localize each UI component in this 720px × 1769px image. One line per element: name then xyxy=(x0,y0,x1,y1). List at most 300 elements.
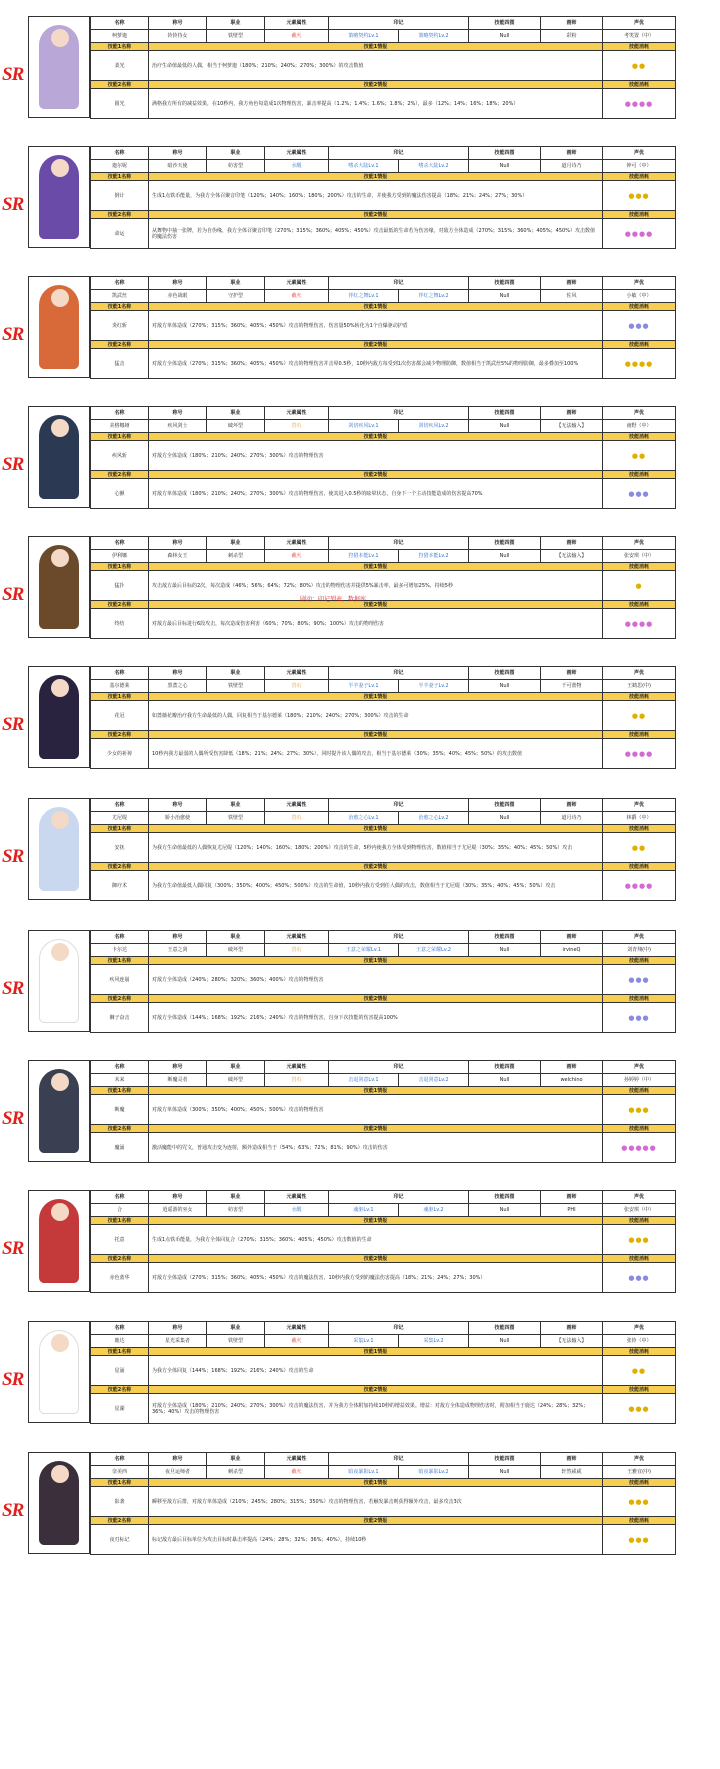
skill1-description: 攻击敌方最后目标的2次，每次造成（46%；56%；64%；72%；80%）攻击的物理伤害并提供5%暴击率，最多可增加25%，持续5秒 xyxy=(149,571,603,601)
character-portrait xyxy=(28,930,90,1032)
header-name: 名称 xyxy=(91,1453,149,1466)
skill2-description: 对敌方全体造成（270%；315%；360%；405%；450%）攻击的物理伤害并击晕0.5秒，10秒内敌方每受到1次伤害都会减少物理防御，数值相当于凯武丝5%的物理防御，最多叠加至100% xyxy=(149,349,603,379)
character-name: 合 xyxy=(91,1204,149,1217)
header-title: 称号 xyxy=(149,1191,207,1204)
character-artist: 【无法输入】 xyxy=(541,420,603,433)
skill1-description: 治疗生命值最低的人偶，相当于柯萝迦（180%；210%；240%；270%；300%）的攻击数值 xyxy=(149,51,603,81)
sr-rarity-badge: SR xyxy=(2,1108,24,1129)
header-job: 职业 xyxy=(207,17,265,30)
character-artist: 轩然咸咸 xyxy=(541,1466,603,1479)
skill1-description: 对敌方全体造成（240%；280%；320%；360%；400%）攻击的物理伤害 xyxy=(149,965,603,995)
skill2-cost-band: 技能消耗 xyxy=(603,211,676,219)
character-cv: 张安琪（中） xyxy=(603,1204,676,1217)
skill2-title-band: 技能2名称 xyxy=(91,863,149,871)
character-name: 柯萝迦 xyxy=(91,30,149,43)
skill2-name: 夜刃标记 xyxy=(91,1525,149,1555)
skill2-info-band: 技能2情报 xyxy=(149,601,603,609)
character-name: 奈美西 xyxy=(91,1466,149,1479)
skill1-name: 柔光 xyxy=(91,51,149,81)
character-table xyxy=(90,1452,676,1555)
character-job: 妨害型 xyxy=(207,1204,265,1217)
header-skill4: 技能四图 xyxy=(469,667,541,680)
header-artist: 画师 xyxy=(541,277,603,290)
character-element: 截火 xyxy=(265,1335,329,1348)
sr-rarity-badge: SR xyxy=(2,714,24,735)
sr-rarity-badge: SR xyxy=(2,454,24,475)
sr-rarity-badge: SR xyxy=(2,584,24,605)
character-cv: 林爵（中） xyxy=(603,812,676,825)
skill1-title-band: 技能1名称 xyxy=(91,1479,149,1487)
skill1-title-band: 技能1名称 xyxy=(91,173,149,181)
header-cv: 声优 xyxy=(603,147,676,160)
character-portrait xyxy=(28,798,90,900)
skill2-cost: ●●●● xyxy=(603,349,676,379)
skill2-cost: ●●● xyxy=(603,1263,676,1293)
skill1-cost: ●●● xyxy=(603,1487,676,1517)
mark-level-1: 治愈之心Lv.1 xyxy=(329,812,399,825)
header-job: 职业 xyxy=(207,1061,265,1074)
character-portrait xyxy=(28,1190,90,1292)
header-job: 职业 xyxy=(207,1191,265,1204)
skill2-title-band: 技能2名称 xyxy=(91,1125,149,1133)
skill2-name: 终结 xyxy=(91,609,149,639)
skill2-name: 狮子奋击 xyxy=(91,1003,149,1033)
header-name: 名称 xyxy=(91,931,149,944)
sr-rarity-badge: SR xyxy=(2,978,24,999)
header-job: 职业 xyxy=(207,931,265,944)
skill1-title-band: 技能1名称 xyxy=(91,1217,149,1225)
character-table xyxy=(90,1060,676,1163)
mark-level-2: 嗜杀大陆Lv.2 xyxy=(399,160,469,173)
header-name: 名称 xyxy=(91,799,149,812)
header-artist: 画师 xyxy=(541,147,603,160)
character-portrait xyxy=(28,16,90,118)
header-name: 名称 xyxy=(91,147,149,160)
header-cv: 声优 xyxy=(603,1453,676,1466)
mark-level-2: 王意之荣耀Lv.2 xyxy=(399,944,469,957)
header-cv: 声优 xyxy=(603,1322,676,1335)
skill1-name: 倒计 xyxy=(91,181,149,211)
skill4-value: Null xyxy=(469,1335,541,1348)
header-artist: 画师 xyxy=(541,799,603,812)
skill2-info-band: 技能2情报 xyxy=(149,211,603,219)
header-name: 名称 xyxy=(91,537,149,550)
character-title: 暗沙天使 xyxy=(149,160,207,173)
header-mark: 印记 xyxy=(329,667,469,680)
header-title: 称号 xyxy=(149,1453,207,1466)
skill1-cost-band: 技能消耗 xyxy=(603,1217,676,1225)
skill2-cost-band: 技能消耗 xyxy=(603,81,676,89)
skill2-cost-band: 技能消耗 xyxy=(603,341,676,349)
character-job: 铁壁型 xyxy=(207,812,265,825)
skill2-info-band: 技能2情报 xyxy=(149,995,603,1003)
skill4-value: Null xyxy=(469,1204,541,1217)
character-job: 铁壁型 xyxy=(207,680,265,693)
character-title: 断魔灵者 xyxy=(149,1074,207,1087)
character-table xyxy=(90,16,676,119)
skill1-cost-band: 技能消耗 xyxy=(603,1087,676,1095)
skill1-info-band: 技能1情报 xyxy=(149,957,603,965)
skill2-info-band: 技能2情报 xyxy=(149,1255,603,1263)
skill2-description: 对敌方全体造成（144%；168%；192%；216%；240%）攻击的物理伤害，自身下次技能的伤害提高100% xyxy=(149,1003,603,1033)
header-element: 元素属性 xyxy=(265,537,329,550)
skill2-info-band: 技能2情报 xyxy=(149,81,603,89)
skill2-title-band: 技能2名称 xyxy=(91,341,149,349)
skill2-cost: ●●●● xyxy=(603,609,676,639)
character-table xyxy=(90,276,676,379)
skill2-title-band: 技能2名称 xyxy=(91,471,149,479)
header-skill4: 技能四图 xyxy=(469,277,541,290)
header-cv: 声优 xyxy=(603,799,676,812)
header-artist: 画师 xyxy=(541,407,603,420)
skill4-value: Null xyxy=(469,1074,541,1087)
character-table xyxy=(90,536,676,639)
header-job: 职业 xyxy=(207,147,265,160)
skill2-name: 猛击 xyxy=(91,349,149,379)
skill2-title-band: 技能2名称 xyxy=(91,81,149,89)
skill1-cost: ●●● xyxy=(603,965,676,995)
mark-level-1: 狩猎本能Lv.1 xyxy=(329,550,399,563)
mark-level-2: 伴红之舞Lv.2 xyxy=(399,290,469,303)
character-portrait xyxy=(28,1060,90,1162)
skill1-cost: ●● xyxy=(603,701,676,731)
character-artist: 【无法输入】 xyxy=(541,1335,603,1348)
character-artist: 彩粉 xyxy=(541,30,603,43)
character-cv: 刘青翔(中) xyxy=(603,944,676,957)
skill1-cost-band: 技能消耗 xyxy=(603,1348,676,1356)
character-name: 迦尔妮 xyxy=(91,160,149,173)
mark-level-2: 击退剑意Lv.2 xyxy=(399,1074,469,1087)
mid-note: 剧动：印记列表，数据库 xyxy=(300,596,367,603)
skill1-title-band: 技能1名称 xyxy=(91,433,149,441)
skill1-name: 安抚 xyxy=(91,833,149,863)
skill1-cost-band: 技能消耗 xyxy=(603,173,676,181)
header-mark: 印记 xyxy=(329,931,469,944)
header-artist: 画师 xyxy=(541,667,603,680)
skill2-description: 对敌方最后目标进行6段攻击，每次造成伤害利害（60%；70%；80%；90%；100%）攻击的物理伤害 xyxy=(149,609,603,639)
skill2-cost: ●●● xyxy=(603,1394,676,1424)
header-element: 元素属性 xyxy=(265,1061,329,1074)
skill1-description: 生成1点铁币能量，为我方全体回复合（270%；315%；360%；405%；450%）攻击数值的生命 xyxy=(149,1225,603,1255)
skill1-cost: ● xyxy=(603,571,676,601)
header-element: 元素属性 xyxy=(265,147,329,160)
header-element: 元素属性 xyxy=(265,1453,329,1466)
header-mark: 印记 xyxy=(329,277,469,290)
sr-rarity-badge: SR xyxy=(2,1369,24,1390)
skill2-info-band: 技能2情报 xyxy=(149,731,603,739)
skill2-title-band: 技能2名称 xyxy=(91,211,149,219)
skill2-cost-band: 技能消耗 xyxy=(603,1517,676,1525)
header-mark: 印记 xyxy=(329,17,469,30)
skill1-info-band: 技能1情报 xyxy=(149,1217,603,1225)
character-cv: 南野（中） xyxy=(603,420,676,433)
skill1-description: 瞬移至敌方后排，对敌方单体造成（210%；245%；280%；315%；350%）攻击的物理伤害，若触发暴击则获得额外攻击，最多攻击3次 xyxy=(149,1487,603,1517)
sr-rarity-badge: SR xyxy=(2,1500,24,1521)
skill1-title-band: 技能1名称 xyxy=(91,1087,149,1095)
header-job: 职业 xyxy=(207,537,265,550)
mark-level-1: 暗夜暴影Lv.1 xyxy=(329,1466,399,1479)
header-title: 称号 xyxy=(149,1061,207,1074)
character-portrait xyxy=(28,276,90,378)
mark-level-2: 策略契约Lv.2 xyxy=(399,30,469,43)
header-title: 称号 xyxy=(149,277,207,290)
skill2-cost-band: 技能消耗 xyxy=(603,995,676,1003)
character-cv: 小敏（中） xyxy=(603,290,676,303)
skill2-cost-band: 技能消耗 xyxy=(603,1386,676,1394)
character-job: 破坏型 xyxy=(207,1074,265,1087)
character-name: 伊利娜 xyxy=(91,550,149,563)
character-table xyxy=(90,1321,676,1424)
skill2-cost: ●●●● xyxy=(603,219,676,249)
skill2-description: 对敌方全体造成（270%；315%；360%；405%；450%）攻击的魔法伤害，10秒内我方受到的魔法伤害提高（18%；21%；24%；27%；30%） xyxy=(149,1263,603,1293)
header-element: 元素属性 xyxy=(265,667,329,680)
mark-level-2: 半羊妻子Lv.2 xyxy=(399,680,469,693)
skill1-info-band: 技能1情报 xyxy=(149,1479,603,1487)
header-artist: 画师 xyxy=(541,537,603,550)
skill1-name: 星涌 xyxy=(91,1356,149,1386)
skill1-name: 猛扑 xyxy=(91,571,149,601)
skill1-info-band: 技能1情报 xyxy=(149,563,603,571)
skill2-info-band: 技能2情报 xyxy=(149,1125,603,1133)
header-title: 称号 xyxy=(149,537,207,550)
skill1-title-band: 技能1名称 xyxy=(91,825,149,833)
header-mark: 印记 xyxy=(329,799,469,812)
skill2-info-band: 技能2情报 xyxy=(149,863,603,871)
header-name: 名称 xyxy=(91,1191,149,1204)
skill2-description: 满格我方所有的减益效果，在10秒内，我方角色每造成1次物理伤害，暴击率提高（1.2%；1.4%；1.6%；1.8%；2%），最多（12%；14%；16%；18%；20%） xyxy=(149,89,603,119)
character-title: 娇小治愈使 xyxy=(149,812,207,825)
header-title: 称号 xyxy=(149,931,207,944)
character-artist: 千可蕾物 xyxy=(541,680,603,693)
header-skill4: 技能四图 xyxy=(469,1322,541,1335)
skill4-value: Null xyxy=(469,420,541,433)
character-table xyxy=(90,146,676,249)
character-job: 刺杀型 xyxy=(207,1466,265,1479)
skill1-title-band: 技能1名称 xyxy=(91,957,149,965)
sr-rarity-badge: SR xyxy=(2,846,24,867)
skill2-cost-band: 技能消耗 xyxy=(603,731,676,739)
header-title: 称号 xyxy=(149,1322,207,1335)
character-artist: PHI xyxy=(541,1204,603,1217)
character-element: 岩石 xyxy=(265,420,329,433)
skill4-value: Null xyxy=(469,1466,541,1479)
header-name: 名称 xyxy=(91,407,149,420)
skill2-name: 赤色蓝华 xyxy=(91,1263,149,1293)
skill2-cost-band: 技能消耗 xyxy=(603,471,676,479)
header-skill4: 技能四图 xyxy=(469,931,541,944)
skill1-cost: ●● xyxy=(603,1356,676,1386)
skill1-name: 炎红斩 xyxy=(91,311,149,341)
skill1-info-band: 技能1情报 xyxy=(149,303,603,311)
header-skill4: 技能四图 xyxy=(469,147,541,160)
skill2-description: 从舞物中抽一张牌，若为自伪缘，我方全体召聚音印笔（270%；315%；360%；405%；450%）攻击最低的生命若为伤害缘，对敌方全体造成（270%；315%；360%；405%；450%）攻击数值的魔法伤害 xyxy=(149,219,603,249)
skill1-cost: ●●● xyxy=(603,311,676,341)
mark-level-1: 击退剑意Lv.1 xyxy=(329,1074,399,1087)
mark-level-2: 采集Lv.2 xyxy=(399,1335,469,1348)
skill2-info-band: 技能2情报 xyxy=(149,341,603,349)
character-name: 未来 xyxy=(91,1074,149,1087)
character-title: 逍遥游的巫女 xyxy=(149,1204,207,1217)
mark-level-2: 魂驱Lv.2 xyxy=(399,1204,469,1217)
character-artist: welchino xyxy=(541,1074,603,1087)
mark-level-2: 治愈之心Lv.2 xyxy=(399,812,469,825)
character-table xyxy=(90,406,676,509)
header-artist: 画师 xyxy=(541,1322,603,1335)
character-title: 铃铃待女 xyxy=(149,30,207,43)
character-table xyxy=(90,1190,676,1293)
header-mark: 印记 xyxy=(329,407,469,420)
skill1-title-band: 技能1名称 xyxy=(91,303,149,311)
character-element: 水醒 xyxy=(265,1204,329,1217)
skill1-title-band: 技能1名称 xyxy=(91,563,149,571)
header-job: 职业 xyxy=(207,407,265,420)
skill2-description: 激活魔能中的咒文，普通攻击变为连射，额外造成相当于（54%；63%；72%；81%；90%）攻击的伤害 xyxy=(149,1133,603,1163)
character-portrait xyxy=(28,1321,90,1423)
character-job: 破坏型 xyxy=(207,420,265,433)
header-element: 元素属性 xyxy=(265,931,329,944)
character-name: 鹿达 xyxy=(91,1335,149,1348)
character-job: 妨害型 xyxy=(207,160,265,173)
header-mark: 印记 xyxy=(329,1061,469,1074)
character-artist: 佐风 xyxy=(541,290,603,303)
character-cv: 王雅宜(中) xyxy=(603,1466,676,1479)
skill2-cost: ●●● xyxy=(603,1003,676,1033)
skill4-value: Null xyxy=(469,812,541,825)
skill2-title-band: 技能2名称 xyxy=(91,1255,149,1263)
character-title: 王意之剑 xyxy=(149,944,207,957)
skill1-info-band: 技能1情报 xyxy=(149,173,603,181)
character-element: 岩石 xyxy=(265,680,329,693)
skill1-name: 托意 xyxy=(91,1225,149,1255)
header-job: 职业 xyxy=(207,1322,265,1335)
skill4-value: Null xyxy=(469,30,541,43)
header-name: 名称 xyxy=(91,17,149,30)
skill2-cost-band: 技能消耗 xyxy=(603,601,676,609)
character-cv: 王鹤思(中) xyxy=(603,680,676,693)
mark-level-2: 狩猎本能Lv.2 xyxy=(399,550,469,563)
mark-level-1: 采集Lv.1 xyxy=(329,1335,399,1348)
skill1-name: 影袭 xyxy=(91,1487,149,1517)
skill2-name: 命运 xyxy=(91,219,149,249)
skill1-info-band: 技能1情报 xyxy=(149,1087,603,1095)
character-element: 岩石 xyxy=(265,944,329,957)
character-title: 疾风剑士 xyxy=(149,420,207,433)
header-mark: 印记 xyxy=(329,1453,469,1466)
mark-level-2: 剑切疾风Lv.2 xyxy=(399,420,469,433)
character-cv: 张铃（中） xyxy=(603,1335,676,1348)
header-element: 元素属性 xyxy=(265,17,329,30)
mark-level-1: 剑切疾风Lv.1 xyxy=(329,420,399,433)
header-cv: 声优 xyxy=(603,1191,676,1204)
character-element: 水醒 xyxy=(265,160,329,173)
character-portrait xyxy=(28,536,90,638)
character-portrait xyxy=(28,406,90,508)
header-title: 称号 xyxy=(149,407,207,420)
character-cv: 考笑置（中） xyxy=(603,30,676,43)
skill4-value: Null xyxy=(469,550,541,563)
skill1-info-band: 技能1情报 xyxy=(149,825,603,833)
header-title: 称号 xyxy=(149,799,207,812)
header-cv: 声优 xyxy=(603,1061,676,1074)
header-job: 职业 xyxy=(207,277,265,290)
skill2-name: 少女的祈祷 xyxy=(91,739,149,769)
skill2-description: 对敌方单体造成（180%；210%；240%；270%；300%）攻击的物理伤害，使其进入0.5秒的眩晕状态，自身下一个主动技能造成的伤害提高70% xyxy=(149,479,603,509)
skill2-name: 心颤 xyxy=(91,479,149,509)
skill1-info-band: 技能1情报 xyxy=(149,693,603,701)
character-job: 破坏型 xyxy=(207,944,265,957)
character-name: 美格娜娅 xyxy=(91,420,149,433)
header-name: 名称 xyxy=(91,277,149,290)
mark-level-1: 策略契约Lv.1 xyxy=(329,30,399,43)
skill2-description: 标记敌方最后目标单位为攻击目标时暴击率提高（24%；28%；32%；36%；40%），持续10秒 xyxy=(149,1525,603,1555)
header-cv: 声优 xyxy=(603,407,676,420)
skill1-cost-band: 技能消耗 xyxy=(603,957,676,965)
header-title: 称号 xyxy=(149,17,207,30)
header-skill4: 技能四图 xyxy=(469,407,541,420)
header-artist: 画师 xyxy=(541,931,603,944)
mark-level-1: 半羊妻子Lv.1 xyxy=(329,680,399,693)
header-skill4: 技能四图 xyxy=(469,1191,541,1204)
skill2-cost: ●●●● xyxy=(603,89,676,119)
skill2-info-band: 技能2情报 xyxy=(149,1386,603,1394)
skill2-cost-band: 技能消耗 xyxy=(603,1255,676,1263)
skill2-cost: ●●● xyxy=(603,1525,676,1555)
character-portrait xyxy=(28,146,90,248)
character-name: 卡尔达 xyxy=(91,944,149,957)
character-title: 黑蔷之心 xyxy=(149,680,207,693)
character-element: 截火 xyxy=(265,1466,329,1479)
skill1-description: 为我方全体回复（144%；168%；192%；216%；240%）攻击的生命 xyxy=(149,1356,603,1386)
character-table xyxy=(90,930,676,1033)
header-mark: 印记 xyxy=(329,147,469,160)
character-job: 铁壁型 xyxy=(207,1335,265,1348)
character-table xyxy=(90,666,676,769)
header-title: 称号 xyxy=(149,667,207,680)
character-title: 赤色战眼 xyxy=(149,290,207,303)
skill1-cost-band: 技能消耗 xyxy=(603,1479,676,1487)
header-element: 元素属性 xyxy=(265,277,329,290)
skill1-name: 花冠 xyxy=(91,701,149,731)
header-skill4: 技能四图 xyxy=(469,799,541,812)
skill2-title-band: 技能2名称 xyxy=(91,1386,149,1394)
skill2-description: 对敌方全体造成（180%；210%；240%；270%；300%）攻击的魔法伤害，并为我方全体附加持续10秒的增益效果。增益：对敌方全体造成物理伤害时，附加相当于鹿达（24%；28%；32%；36%；40%）攻击的物理伤害 xyxy=(149,1394,603,1424)
skill1-name: 断魔 xyxy=(91,1095,149,1125)
skill1-name: 疾风连崩 xyxy=(91,965,149,995)
header-artist: 画师 xyxy=(541,17,603,30)
character-element: 岩石 xyxy=(265,812,329,825)
header-artist: 画师 xyxy=(541,1191,603,1204)
character-table xyxy=(90,798,676,901)
skill1-description: 如蔷薇花瓣治疗我方生命最低的人偶，回复相当于基尔德莱（180%；210%；240%；270%；300%）攻击的生命 xyxy=(149,701,603,731)
header-cv: 声优 xyxy=(603,931,676,944)
skill2-title-band: 技能2名称 xyxy=(91,601,149,609)
skill2-info-band: 技能2情报 xyxy=(149,471,603,479)
skill1-cost-band: 技能消耗 xyxy=(603,563,676,571)
character-title: 星光采集者 xyxy=(149,1335,207,1348)
skill1-name: 疾风斩 xyxy=(91,441,149,471)
skill1-title-band: 技能1名称 xyxy=(91,693,149,701)
skill2-cost: ●●●● xyxy=(603,871,676,901)
header-cv: 声优 xyxy=(603,277,676,290)
character-name: 基尔德莱 xyxy=(91,680,149,693)
character-cv: 钟可（中） xyxy=(603,160,676,173)
skill1-title-band: 技能1名称 xyxy=(91,1348,149,1356)
character-name: 尤尼缇 xyxy=(91,812,149,825)
skill2-cost: ●●● xyxy=(603,479,676,509)
skill1-description: 为我方生命值最低的人偶恢复尤尼缇（120%；140%；160%；180%；200%）攻击的生命，5秒内使我方全体受到物理伤害，数值相当于尤尼缇（30%；35%；40%；45%；50%）攻击 xyxy=(149,833,603,863)
skill1-description: 对敌方单体造成（300%；350%；400%；450%；500%）攻击的物理伤害 xyxy=(149,1095,603,1125)
header-skill4: 技能四图 xyxy=(469,17,541,30)
